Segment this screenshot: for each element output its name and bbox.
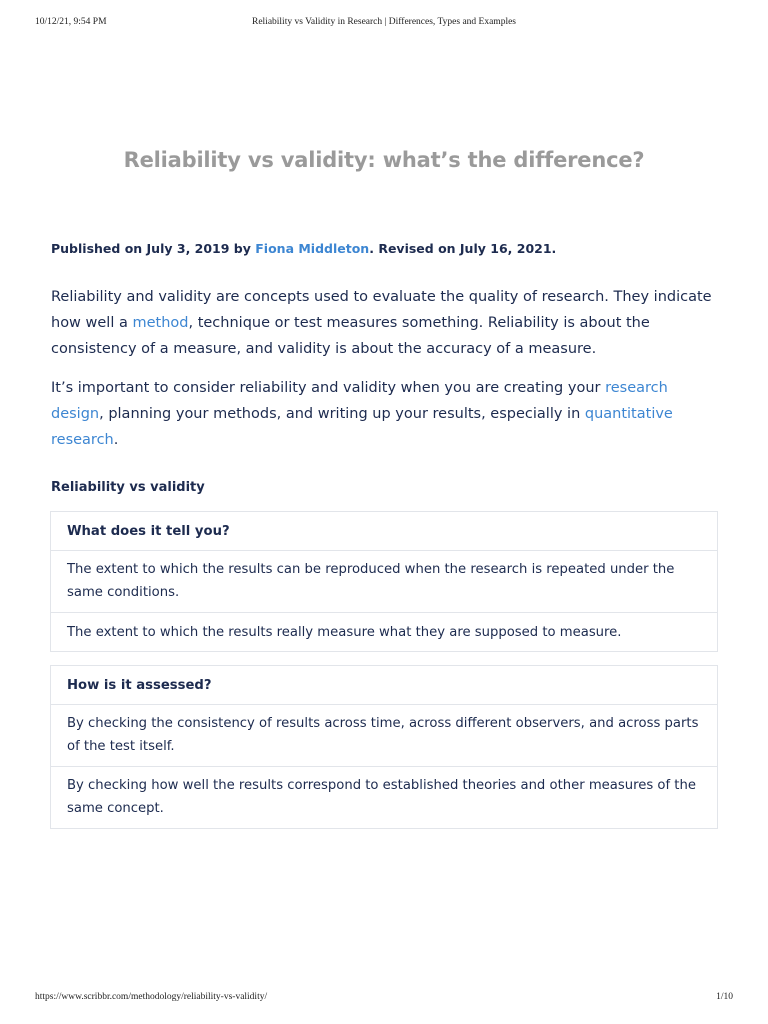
table-row-validity: By checking how well the results correspond to established theories and other measures of the same concept.: [51, 766, 717, 828]
table-row-reliability: The extent to which the results can be reproduced when the research is repeated under the same conditions.: [51, 550, 717, 612]
byline: [51, 241, 731, 256]
quantitative-research-link[interactable]: quantitative research: [51, 406, 673, 448]
print-page-title: Reliability vs Validity in Research | Differences, Types and Examples: [251, 17, 516, 27]
intro-text-1: Reliability and validity are concepts used to evaluate the quality of research. They indicate how well a: [51, 289, 712, 331]
print-header: [0, 17, 768, 31]
second-text-1: It’s important to consider reliability and validity when you are creating your: [51, 380, 606, 396]
method-link[interactable]: method: [132, 315, 189, 331]
table-row-reliability: By checking the consistency of results across time, across different observers, and across parts of the test itself.: [51, 704, 717, 766]
article-title: Reliability vs validity: what’s the difference?: [123, 148, 645, 172]
table-caption: Reliability vs validity: [51, 480, 205, 495]
page-url: https://www.scribbr.com/methodology/reliability-vs-validity/: [35, 992, 268, 1002]
print-date: 10/12/21, 9:54 PM: [35, 17, 107, 27]
author-link[interactable]: Fiona Middleton: [255, 241, 370, 256]
intro-paragraph: [51, 284, 723, 362]
page-number: 1/10: [716, 992, 733, 1002]
second-paragraph: [51, 375, 723, 453]
table-header: What does it tell you?: [67, 524, 230, 539]
research-design-link[interactable]: research design: [51, 380, 668, 422]
table-row-validity: The extent to which the results really measure what they are supposed to measure.: [51, 612, 717, 651]
table-header: How is it assessed?: [67, 678, 212, 693]
byline-published: Published on July 3, 2019 by: [51, 241, 251, 256]
intro-text-2: , technique or test measures something. Reliability is about the consistency of a measure, and validity is about the accuracy of a measure.: [51, 315, 650, 357]
print-footer: [0, 992, 768, 1006]
second-text-3: .: [113, 432, 119, 448]
byline-revised: . Revised on July 16, 2021.: [369, 241, 557, 256]
comparison-table-purpose: [50, 511, 718, 652]
second-text-2: , planning your methods, and writing up your results, especially in: [99, 406, 585, 422]
comparison-table-assessment: [50, 665, 718, 829]
